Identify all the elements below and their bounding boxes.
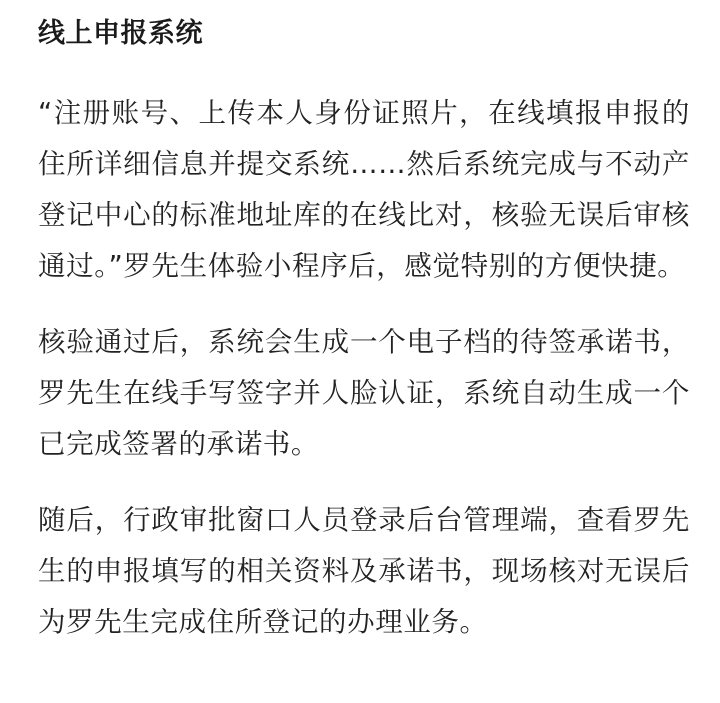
- paragraph-review-completion: 随后，行政审批窗口人员登录后台管理端，查看罗先生的申报填写的相关资料及承诺书，现场核对无误后为罗先生完成住所登记的办理业务。: [38, 504, 690, 638]
- article-body: [38, 14, 690, 648]
- paragraph-online-filing: “注册账号、上传本人身份证照片，在线填报申报的住所详细信息并提交系统……然后系统完成与不动产登记中心的标准地址库的在线比对，核验无误后审核通过。”罗先生体验小程序后，感觉特别的方便快捷。: [38, 97, 690, 282]
- section-heading: 线上申报系统: [38, 18, 203, 49]
- paragraph-e-signature: 核验通过后，系统会生成一个电子档的待签承诺书，罗先生在线手写签字并人脸认证，系统自动生成一个已完成签署的承诺书。: [38, 326, 690, 460]
